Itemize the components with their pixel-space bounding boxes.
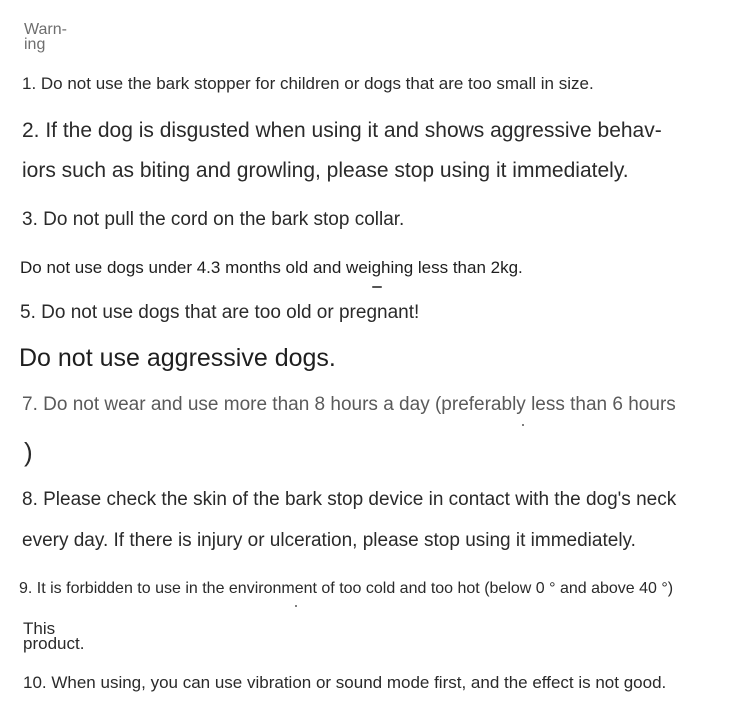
instruction-item-10: 10. When using, you can use vibration or sound mode first, and the effect is not good. [23,673,667,692]
instruction-item-9-line3: product. [23,634,85,653]
instruction-item-2-line1: 2. If the dog is disgusted when using it and shows aggressive behav- [22,119,662,142]
warning-heading-part2: ing [24,36,46,53]
instruction-item-5: 5. Do not use dogs that are too old or pregnant! [20,302,420,323]
instruction-item-7-line2: ) [24,437,33,467]
instruction-item-8-line2: every day. If there is injury or ulceration, please stop using it immediately. [22,530,636,551]
instruction-item-6: Do not use aggressive dogs. [19,344,336,372]
scan-artifact [372,286,382,288]
instruction-item-8-line1: 8. Please check the skin of the bark stop device in contact with the dog's neck [22,489,677,510]
scan-artifact [522,424,524,426]
warning-heading-part1: Warn- [24,21,67,38]
instruction-item-1: 1. Do not use the bark stopper for children or dogs that are too small in size. [22,74,594,93]
instruction-item-9-line2: This [23,619,56,638]
instruction-item-2-line2: iors such as biting and growling, please stop using it immediately. [22,159,629,182]
instruction-item-4: Do not use dogs under 4.3 months old and weighing less than 2kg. [20,258,523,277]
instruction-item-3: 3. Do not pull the cord on the bark stop collar. [22,209,405,230]
instruction-item-9-line1: 9. It is forbidden to use in the environment of too cold and too hot (below 0 ° and above 40 °) [19,580,674,597]
instruction-item-7-line1: 7. Do not wear and use more than 8 hours a day (preferably less than 6 hours [22,394,676,415]
scan-artifact [295,605,297,607]
